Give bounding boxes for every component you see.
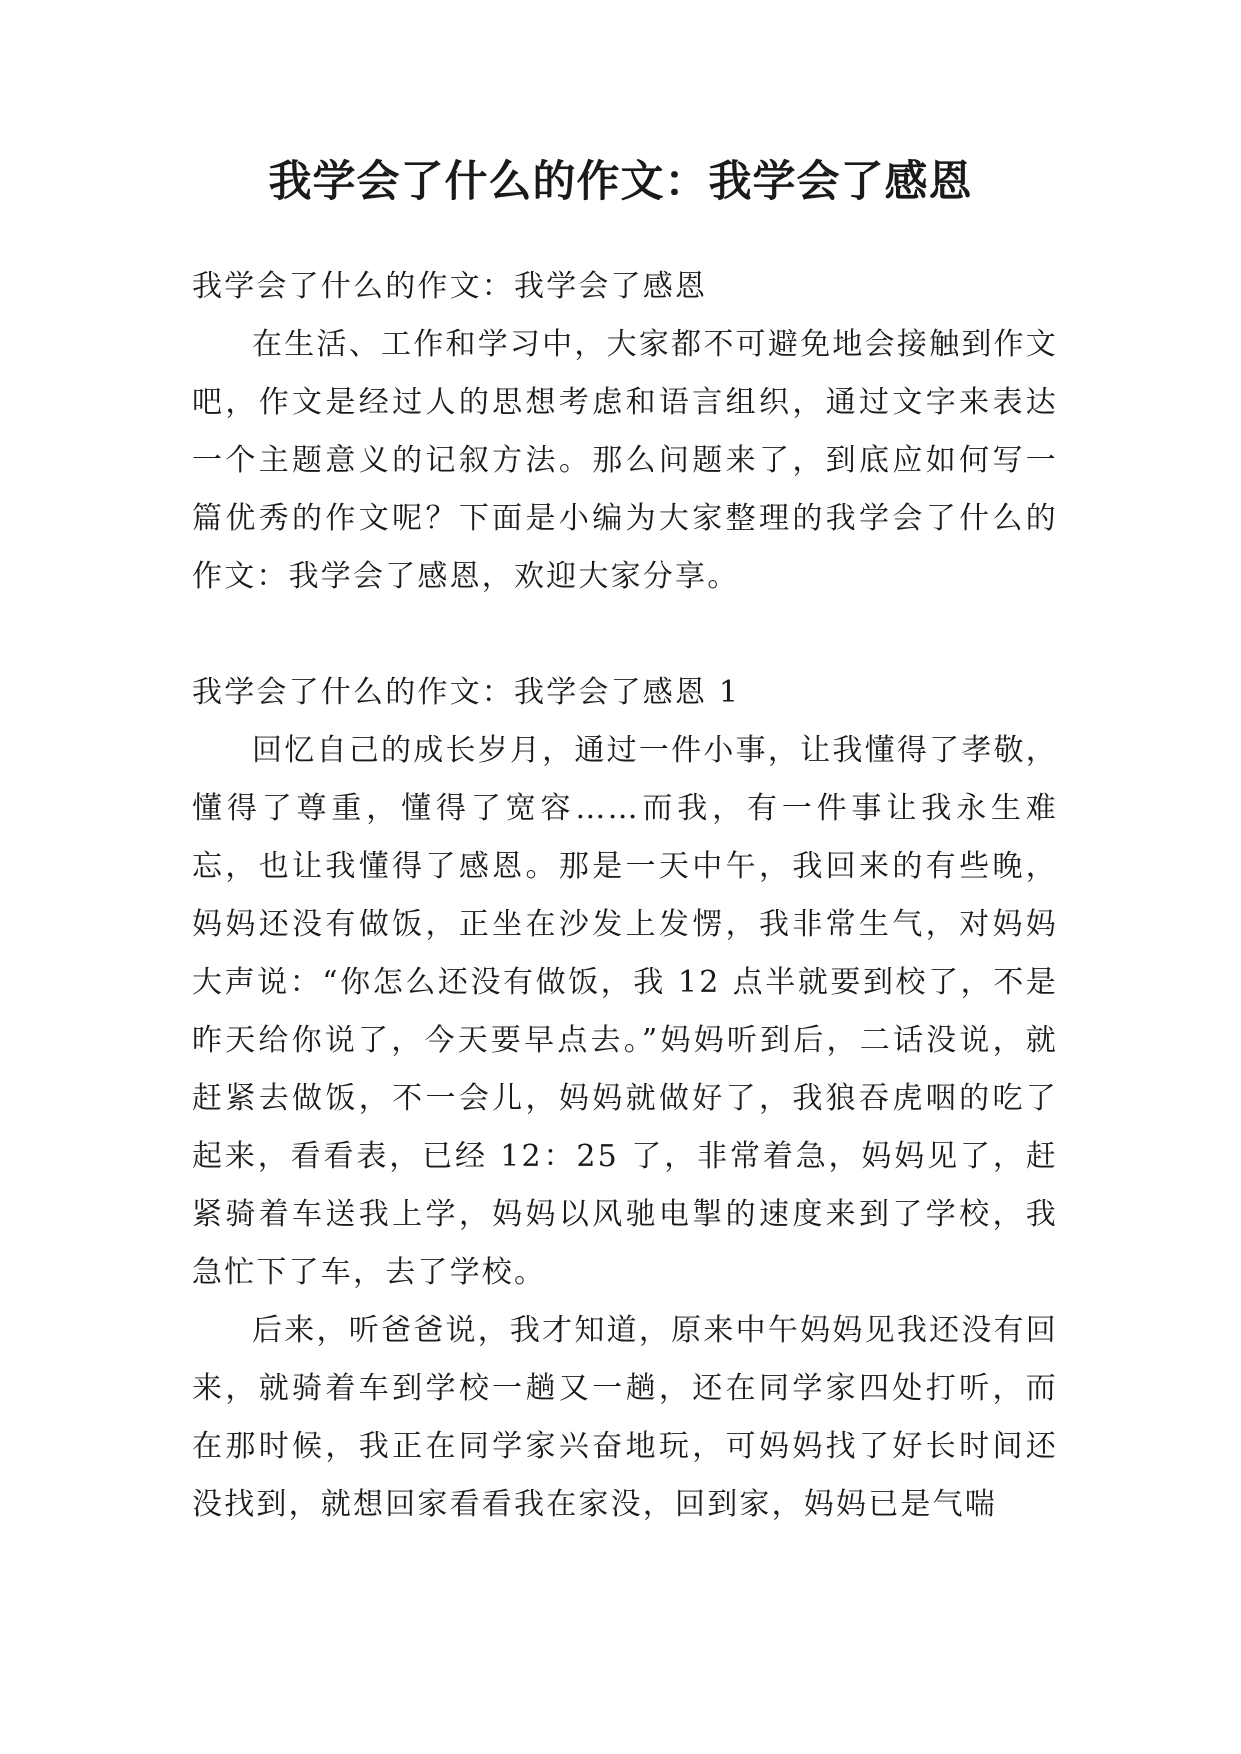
- intro-paragraph: 在生活、工作和学习中，大家都不可避免地会接触到作文吧，作文是经过人的思想考虑和语言组织，通过文字来表达一个主题意义的记叙方法。那么问题来了，到底应如何写一篇优秀的作文呢？下面是小编为大家整理的我学会了什么的作文：我学会了感恩，欢迎大家分享。: [192, 327, 1058, 594]
- document-body: [192, 258, 1058, 1534]
- section-spacer: [192, 606, 1058, 664]
- body-paragraph: 回忆自己的成长岁月，通过一件小事，让我懂得了孝敬，懂得了尊重，懂得了宽容……而我，有一件事让我永生难忘，也让我懂得了感恩。那是一天中午，我回来的有些晚，妈妈还没有做饭，正坐在沙发上发愣，我非常生气，对妈妈大声说：“你怎么还没有做饭，我 12 点半就要到校了，不是昨天给你说了，今天要早点去。”妈妈听到后，二话没说，就赶紧去做饭，不一会儿，妈妈就做好了，我狼吞虎咽的吃了起来，看看表，已经 12：25 了，非常着急，妈妈见了，赶紧骑着车送我上学，妈妈以风驰电掣的速度来到了学校，我急忙下了车，去了学校。: [192, 733, 1058, 1290]
- intro-heading: 我学会了什么的作文：我学会了感恩: [192, 269, 708, 304]
- document-title: 我学会了什么的作文：我学会了感恩: [268, 157, 973, 207]
- body-paragraph: 后来，听爸爸说，我才知道，原来中午妈妈见我还没有回来，就骑着车到学校一趟又一趟，还在同学家四处打听，而在那时候，我正在同学家兴奋地玩，可妈妈找了好长时间还没找到，就想回家看看我在家没，回到家，妈妈已是气喘: [192, 1313, 1058, 1522]
- section-heading: 我学会了什么的作文：我学会了感恩 1: [192, 675, 741, 710]
